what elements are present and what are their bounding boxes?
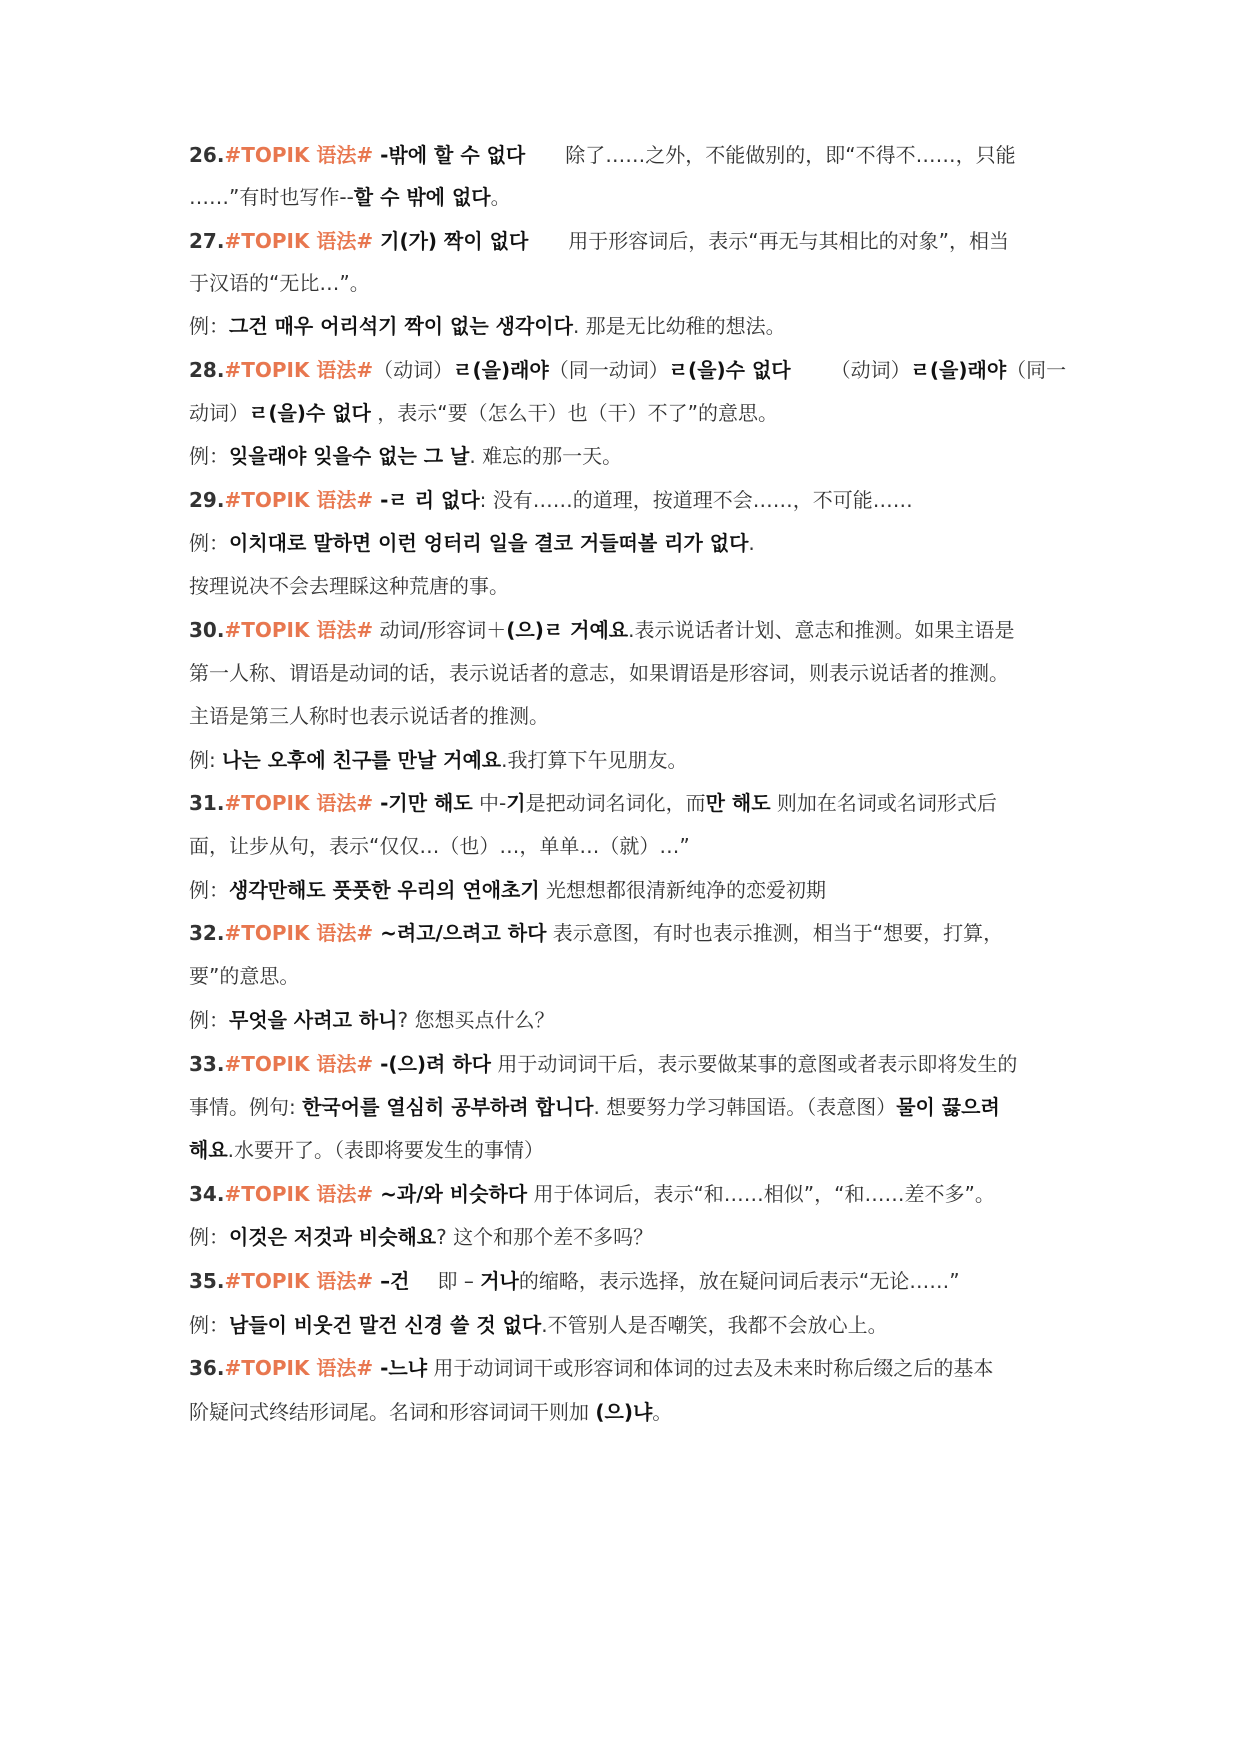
text-line: [189, 226, 1069, 256]
chinese-text: .水要开了。（表即将要发生的事情）: [227, 1138, 544, 1162]
text-line: [189, 1310, 1069, 1340]
topic-tag: #TOPIK 语法#: [224, 358, 374, 382]
korean-text: 남들이 비웃건 말건 신경 쓸 것 없다: [229, 1313, 542, 1337]
korean-text: 그건 매우 어리석기 짝이 없는 생각이다: [229, 314, 573, 338]
chinese-text: （动词）: [830, 358, 911, 382]
chinese-text: 用于体词后，表示“和……相似”，“和……差不多”。: [527, 1182, 995, 1206]
chinese-text: .表示说话者计划、意志和推测。如果主语是: [628, 618, 1015, 642]
chinese-text: 事情。例句:: [189, 1095, 303, 1119]
item-number: 30.: [189, 618, 225, 642]
korean-text: ~과/와 비슷하다: [373, 1182, 528, 1206]
korean-text: ~려고/으려고 하다: [373, 921, 547, 945]
korean-text: 기(가) 짝이 없다: [373, 229, 529, 253]
chinese-text: 例：: [189, 1313, 229, 1337]
chinese-text: ? 这个和那个差不多吗？: [436, 1225, 654, 1249]
korean-text: (으)ㄹ 거예요: [506, 618, 629, 642]
topic-tag: #TOPIK 语法#: [224, 921, 374, 945]
chinese-text: : 没有……的道理，按道理不会……，不可能……: [479, 488, 913, 512]
korean-text: -밖에 할 수 없다: [373, 143, 526, 167]
chinese-text: ? 您想买点什么？: [397, 1008, 555, 1032]
chinese-text: 除了……之外，不能做别的，即“不得不……，只能: [565, 143, 1016, 167]
topic-tag: #TOPIK 语法#: [224, 1052, 374, 1076]
chinese-text: 用于动词词干后，表示要做某事的意图或者表示即将发生的: [490, 1052, 1018, 1076]
item-number: 27.: [189, 229, 225, 253]
korean-text: -(으)려 하다: [373, 1052, 491, 1076]
text-line: [189, 961, 1069, 991]
text-line: [189, 1135, 1069, 1165]
item-number: 26.: [189, 143, 225, 167]
chinese-text: 的缩略，表示选择，放在疑问词后表示“无论……”: [518, 1269, 960, 1293]
text-line: [189, 1397, 1069, 1427]
korean-text: 거나: [480, 1269, 519, 1293]
chinese-text: 是把动词名词化，而: [525, 791, 706, 815]
chinese-text: 要”的意思。: [189, 964, 300, 988]
text-line: [189, 615, 1069, 645]
text-line: [189, 268, 1069, 298]
chinese-text: ，表示“要（怎么干）也（干）不了”的意思。: [370, 401, 778, 425]
topic-tag: #TOPIK 语法#: [224, 1356, 374, 1380]
item-number: 28.: [189, 358, 225, 382]
korean-text: ㄹ(을)수 없다: [249, 401, 371, 425]
chinese-text: 光想想都很清新纯净的恋爱初期: [539, 878, 827, 902]
korean-text: (으)냐: [595, 1400, 653, 1424]
topic-tag: #TOPIK 语法#: [224, 791, 374, 815]
korean-text: 잊을래야 잊을수 없는 그 날: [229, 444, 470, 468]
chinese-text: 表示意图，有时也表示推测，相当于“想要，打算，: [546, 921, 1004, 945]
chinese-text: . 想要努力学习韩国语。（表意图）: [593, 1095, 897, 1119]
text-line: [189, 1092, 1069, 1122]
korean-text: -ㄹ 리 없다: [373, 488, 480, 512]
korean-text: 기: [506, 791, 526, 815]
chinese-text: 例：: [189, 531, 229, 555]
korean-text: 한국어를 열심히 공부하려 합니다: [302, 1095, 594, 1119]
chinese-text: 例：: [189, 1225, 229, 1249]
korean-text: ㄹ(을)래야: [453, 358, 549, 382]
text-line: [189, 831, 1069, 861]
text-line: [189, 1049, 1069, 1079]
text-line: [189, 1179, 1069, 1209]
text-line: [189, 1222, 1069, 1252]
chinese-text: 例：: [189, 878, 229, 902]
item-number: 36.: [189, 1356, 225, 1380]
text-line: [189, 875, 1069, 905]
topic-tag: #TOPIK 语法#: [224, 1269, 374, 1293]
item-number: 32.: [189, 921, 225, 945]
item-number: 33.: [189, 1052, 225, 1076]
chinese-text: 。: [490, 185, 511, 209]
text-line: [189, 745, 1069, 775]
chinese-text: ……”有时也写作--: [189, 185, 354, 209]
text-line: [189, 528, 1069, 558]
chinese-text: 则加在名词或名词形式后: [770, 791, 997, 815]
korean-text: 무엇을 사려고 하니: [229, 1008, 398, 1032]
text-line: [189, 311, 1069, 341]
chinese-text: （同一动词）: [548, 358, 669, 382]
chinese-text: 例：: [189, 1008, 229, 1032]
item-number: 35.: [189, 1269, 225, 1293]
korean-text: 만 해도: [705, 791, 771, 815]
chinese-text: 中-: [472, 791, 507, 815]
korean-text: 할 수 밖에 없다: [353, 185, 491, 209]
text-line: [189, 485, 1069, 515]
korean-text: 이것은 저것과 비슷해요: [229, 1225, 437, 1249]
chinese-text: .不管别人是否嘲笑，我都不会放心上。: [541, 1313, 888, 1337]
korean-text: 나는 오후에 친구를 만날 거예요: [222, 748, 502, 772]
chinese-text: 例：: [189, 444, 229, 468]
text-line: [189, 182, 1069, 212]
korean-text: –건: [373, 1269, 410, 1293]
chinese-text: 主语是第三人称时也表示说话者的推测。: [189, 704, 549, 728]
chinese-text: 动词/形容词＋: [373, 618, 507, 642]
chinese-text: 于汉语的“无比…”。: [189, 271, 370, 295]
topic-tag: #TOPIK 语法#: [224, 143, 374, 167]
korean-text: ㄹ(을)래야: [910, 358, 1007, 382]
text-line: [189, 398, 1069, 428]
topic-tag: #TOPIK 语法#: [224, 488, 374, 512]
korean-text: -느냐: [373, 1356, 428, 1380]
chinese-text: 。: [652, 1400, 673, 1424]
text-line: [189, 571, 1069, 601]
text-line: [189, 918, 1069, 948]
chinese-text: 例:: [189, 748, 223, 772]
chinese-text: 即 –: [437, 1269, 481, 1293]
chinese-text: 用于形容词后，表示“再无与其相比的对象”，相当: [568, 229, 1009, 253]
chinese-text: .: [748, 531, 755, 555]
korean-text: 해요: [189, 1138, 228, 1162]
text-line: [189, 701, 1069, 731]
chinese-text: （同一: [1006, 358, 1067, 382]
text-line: [189, 788, 1069, 818]
korean-text: 물이 끓으려: [896, 1095, 1000, 1119]
chinese-text: 按理说决不会去理睬这种荒唐的事。: [189, 574, 509, 598]
chinese-text: 阶疑问式终结形词尾。名词和形容词词干则加: [189, 1400, 596, 1424]
chinese-text: 例：: [189, 314, 229, 338]
korean-text: 생각만해도 풋풋한 우리의 연애초기: [229, 878, 540, 902]
korean-text: 이치대로 말하면 이런 엉터리 일을 결코 거들떠볼 리가 없다: [229, 531, 749, 555]
text-line: [189, 140, 1069, 170]
item-number: 29.: [189, 488, 225, 512]
item-number: 31.: [189, 791, 225, 815]
korean-text: -기만 해도: [373, 791, 473, 815]
chinese-text: 用于动词词干或形容词和体词的过去及未来时称后缀之后的基本: [427, 1356, 994, 1380]
text-line: [189, 1353, 1069, 1383]
korean-text: ㄹ(을)수 없다: [668, 358, 791, 382]
chinese-text: . 那是无比幼稚的想法。: [572, 314, 786, 338]
chinese-text: 面，让步从句，表示“仅仅…（也）…，单单…（就）…”: [189, 834, 690, 858]
topic-tag: #TOPIK 语法#: [224, 1182, 374, 1206]
topic-tag: #TOPIK 语法#: [224, 618, 374, 642]
text-line: [189, 658, 1069, 688]
chinese-text: . 难忘的那一天。: [469, 444, 623, 468]
chinese-text: 第一人称、谓语是动词的话，表示说话者的意志，如果谓语是形容词，则表示说话者的推测。: [189, 661, 1009, 685]
text-line: [189, 1005, 1069, 1035]
chinese-text: （动词）: [373, 358, 454, 382]
text-line: [189, 441, 1069, 471]
text-line: [189, 1266, 1069, 1296]
chinese-text: .我打算下午见朋友。: [501, 748, 688, 772]
chinese-text: 动词）: [189, 401, 249, 425]
item-number: 34.: [189, 1182, 225, 1206]
text-line: [189, 355, 1069, 385]
topic-tag: #TOPIK 语法#: [224, 229, 374, 253]
